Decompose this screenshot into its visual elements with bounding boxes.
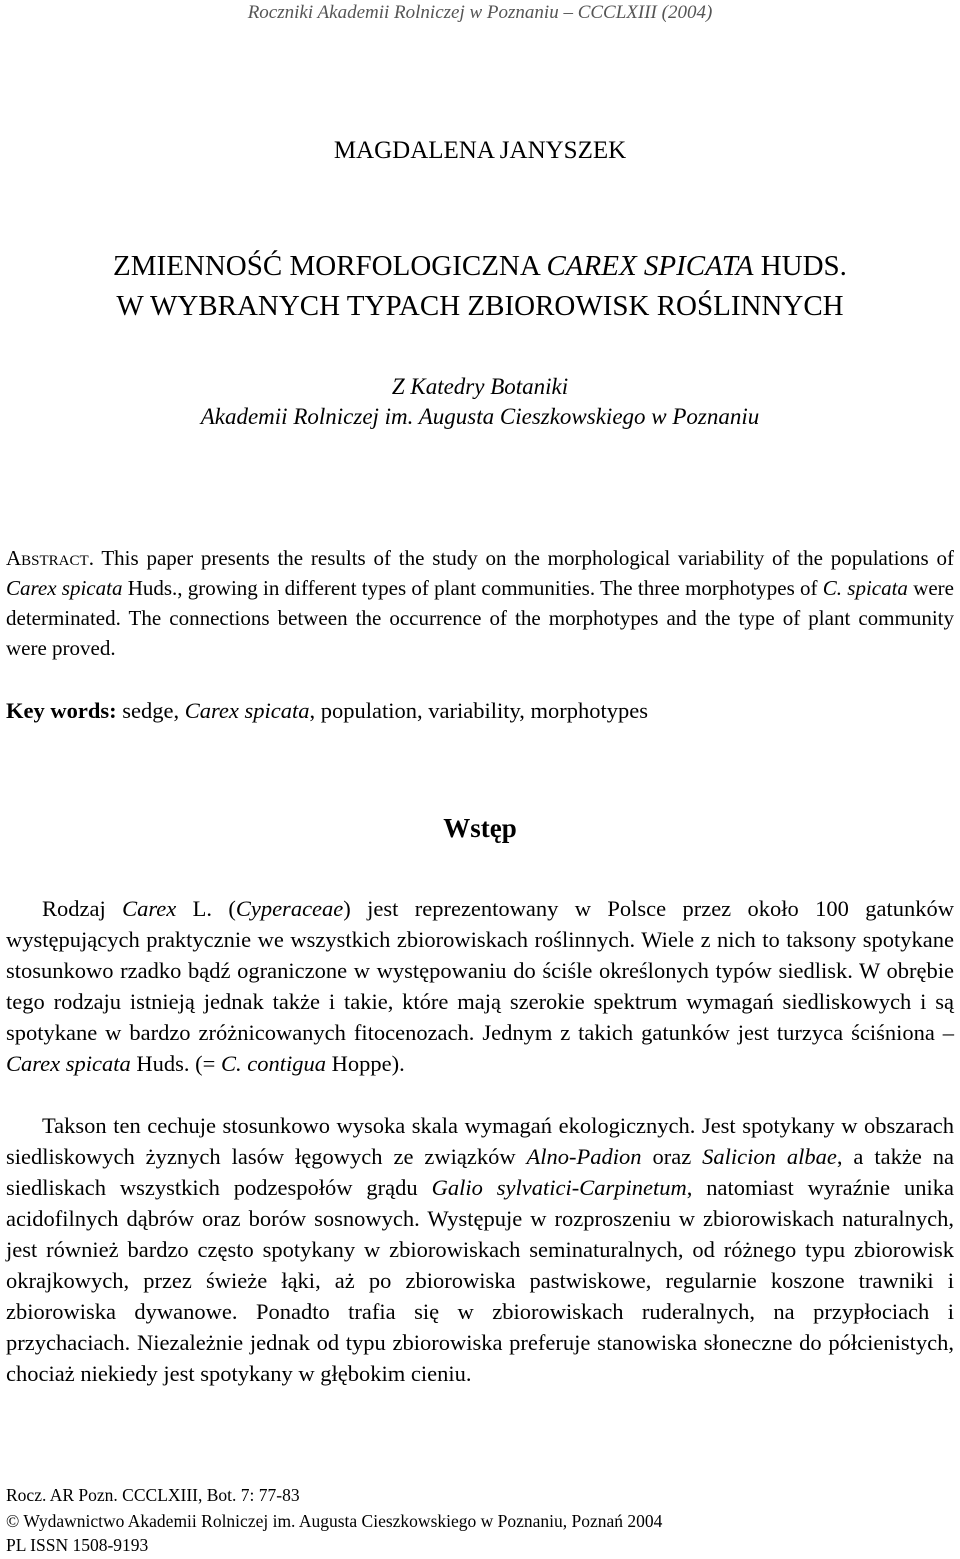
p2-text-3: , a także na siedliskach wszystkich podzespołów grądu: [6, 1144, 955, 1200]
title-line-1-part-a: ZMIENNOŚĆ MORFOLOGICZNA: [113, 250, 547, 282]
abstract-text-1: . This paper presents the results of the study on the morphological variability of the populations of: [88, 546, 954, 570]
keywords-label: Key words:: [6, 698, 117, 723]
affiliation: [0, 372, 960, 432]
section-title: Wstęp: [443, 813, 517, 843]
title-line-2: W WYBRANYCH TYPACH ZBIOROWISK ROŚLINNYCH: [116, 290, 844, 322]
author-name: MAGDALENA JANYSZEK: [333, 137, 627, 164]
abstract-label: Abstract: [6, 546, 89, 570]
paragraph-2: [6, 1110, 954, 1389]
p1-synonym: C. contigua: [220, 1051, 326, 1076]
p1-species: Carex spicata: [6, 1051, 131, 1076]
p2-text-1: Takson ten cechuje stosunkowo wysoka skala wymagań ekologicznych. Jest spotykany w obszarach siedliskowych żyznych lasów łęgowych ze związków: [6, 1113, 954, 1169]
p2-text-2: oraz: [641, 1144, 703, 1169]
abstract-species-1: Carex spicata: [6, 576, 123, 600]
keywords-text-2: , population, variability, morphotypes: [309, 698, 649, 723]
abstract-text-3: were determinated. The connections between the occurrence of the morphotypes and the type of plant community were proved.: [6, 576, 954, 660]
footer-issn: PL ISSN 1508-9193: [6, 1535, 149, 1555]
p2-alliance-1: Alno-Padion: [526, 1144, 642, 1169]
p1-text-2: L. (: [176, 896, 236, 921]
p1-text-3: ) jest reprezentowany w Polsce przez około 100 gatunków występujących praktycznie we wszystkich zbiorowiskach roślinnych. Wiele z nich to taksony spotykane stosunkowo rzadko bądź ograniczone w występowaniu do ściśle określonych typów siedlisk. W obrębie tego rodzaju istnieją jednak także i takie, które mają szerokie spektrum wymagań siedliskowych i są spotykane w bardzo zróżnicowanych fitocenozach. Jednym z takich gatunków jest turzyca ściśniona –: [6, 896, 954, 1045]
keywords-text-1: sedge,: [116, 698, 185, 723]
p1-family: Cyperaceae: [235, 896, 344, 921]
title-species-name: CAREX SPICATA: [546, 250, 754, 282]
affiliation-line-2: Akademii Rolniczej im. Augusta Cieszkowskiego w Poznaniu: [200, 404, 760, 429]
keywords: [6, 695, 954, 727]
p2-alliance-2: Salicion albae: [702, 1144, 837, 1169]
abstract-species-2: C. spicata: [822, 576, 908, 600]
p1-text-1: Rodzaj: [42, 896, 123, 921]
title-line-1: [0, 246, 960, 286]
running-header: Roczniki Akademii Rolniczej w Poznaniu – CCCLXIII (2004): [247, 2, 713, 23]
p2-text-4: , natomiast wyraźnie unika acidofilnych dąbrów oraz borów sosnowych. Występuje w rozproszeniu w zbiorowiskach naturalnych, jest również bardzo często spotykany w zbiorowiskach seminaturalnych, od różnego typu zbiorowisk okrajkowych, przez świeże łąki, aż po zbiorowiska pastwiskowe, regularnie koszone trawniki i zbiorowiska dywanowe. Ponadto trafia się w zbiorowiskach ruderalnych, na przypłociach i przychaciach. Niezależnie jednak od typu zbiorowiska preferuje stanowiska słoneczne do półcienistych, chociaż niekiedy jest spotykany w głębokim cieniu.: [6, 1175, 955, 1386]
keywords-species: Carex spicata: [184, 698, 310, 723]
title-line-1-part-c: HUDS.: [753, 250, 847, 282]
footer-citation: Rocz. AR Pozn. CCCLXIII, Bot. 7: 77-83: [6, 1485, 300, 1505]
paragraph-1: [6, 893, 954, 1079]
p1-text-5: Hoppe).: [325, 1051, 405, 1076]
p1-genus: Carex: [122, 896, 177, 921]
p1-text-4: Huds. (=: [130, 1051, 221, 1076]
abstract: [6, 543, 954, 663]
abstract-text-2: Huds., growing in different types of plant communities. The three morphotypes of: [122, 576, 823, 600]
footer-copyright: © Wydawnictwo Akademii Rolniczej im. Augusta Cieszkowskiego w Poznaniu, Poznań 2004: [6, 1511, 663, 1531]
p2-association: Galio sylvatici-Carpinetum: [431, 1175, 687, 1200]
affiliation-line-1: Z Katedry Botaniki: [391, 374, 569, 399]
paper-title: [0, 246, 960, 326]
